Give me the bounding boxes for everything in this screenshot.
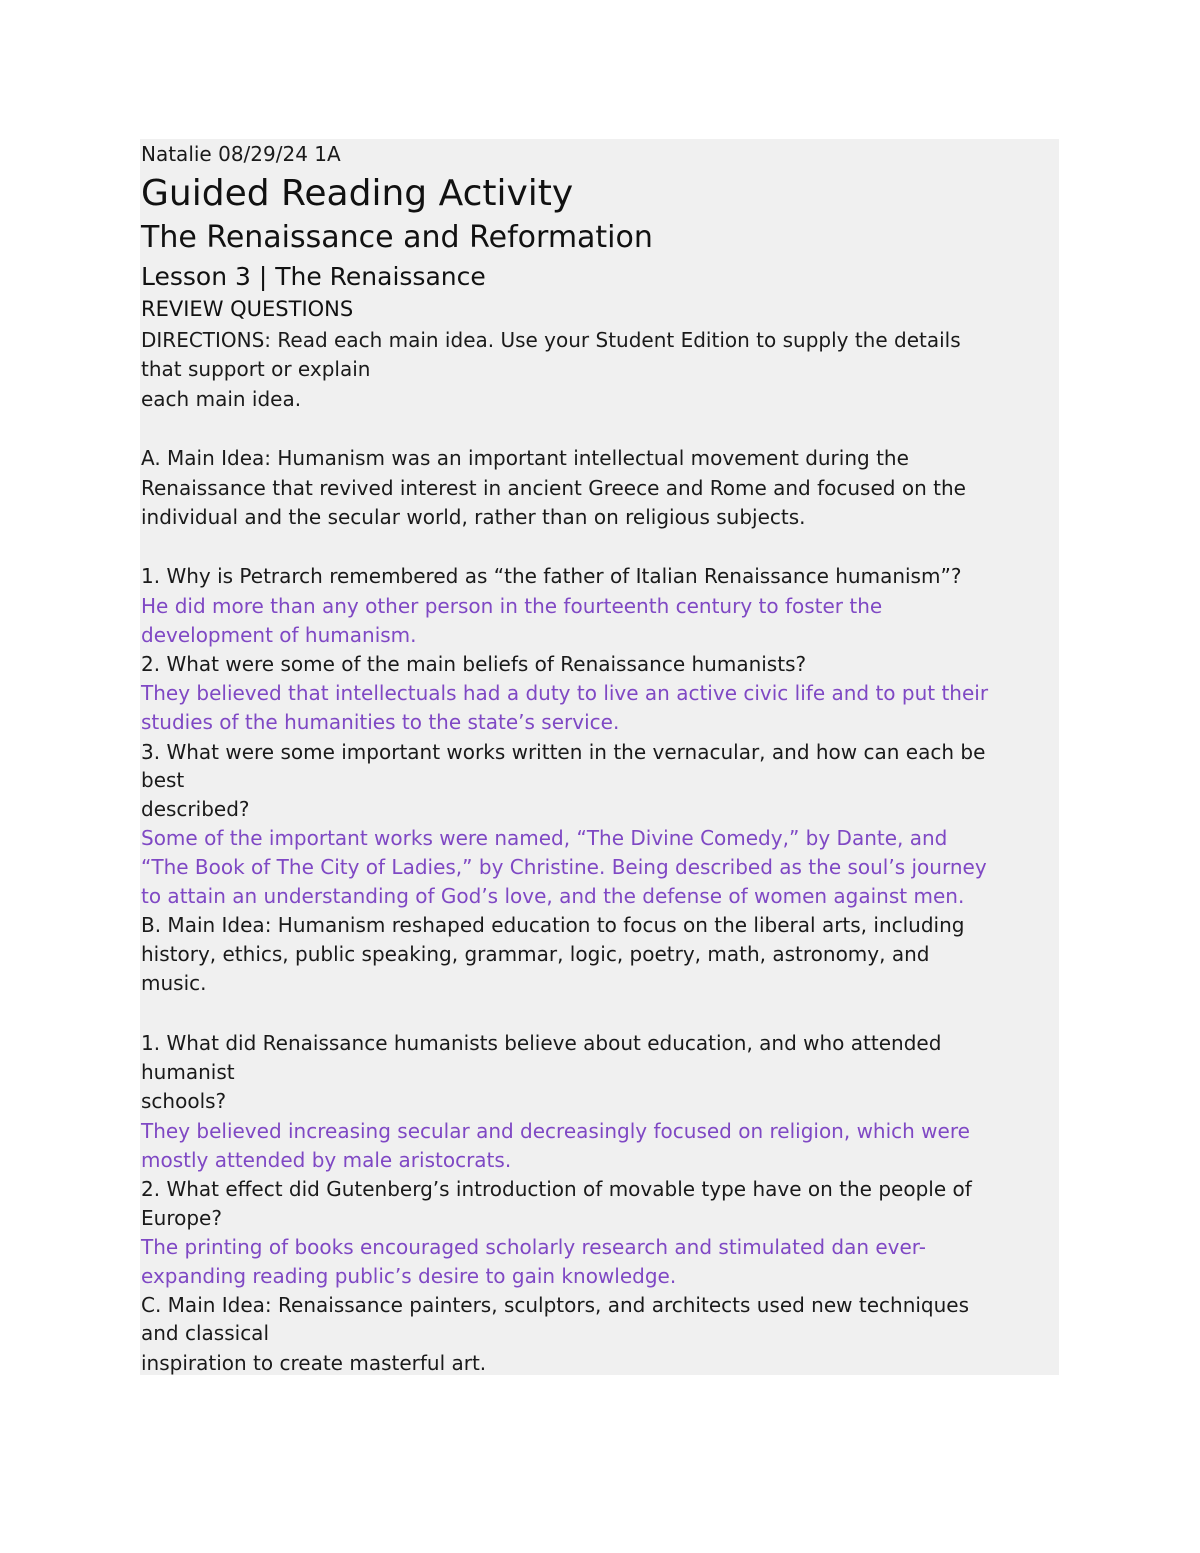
directions-text: DIRECTIONS: Read each main idea. Use your Student Edition to supply the details (141, 328, 961, 352)
main-idea-b: history, ethics, public speaking, grammar, logic, poetry, math, astronomy, and (141, 942, 930, 966)
question-a1: 1. Why is Petrarch remembered as “the father of Italian Renaissance humanism”? (141, 564, 962, 588)
lesson-heading: Lesson 3 | The Renaissance (141, 262, 486, 291)
question-b2: Europe? (141, 1206, 222, 1230)
answer-a2: They believed that intellectuals had a duty to live an active civic life and to put their (141, 681, 989, 705)
answer-a3: Some of the important works were named, “The Divine Comedy,” by Dante, and (141, 826, 948, 850)
answer-a1: development of humanism. (141, 623, 417, 647)
main-idea-b: B. Main Idea: Humanism reshaped education to focus on the liberal arts, including (141, 913, 965, 937)
main-idea-a: A. Main Idea: Humanism was an important intellectual movement during the (141, 446, 909, 470)
question-b1: humanist (141, 1060, 235, 1084)
answer-b1: mostly attended by male aristocrats. (141, 1148, 512, 1172)
answer-a3: to attain an understanding of God’s love, and the defense of women against men. (141, 884, 965, 908)
question-a3: 3. What were some important works written in the vernacular, and how can each be (141, 740, 986, 764)
question-b1: 1. What did Renaissance humanists believe about education, and who attended (141, 1031, 942, 1055)
page-title: Guided Reading Activity (141, 173, 574, 214)
review-questions-heading: REVIEW QUESTIONS (141, 297, 354, 321)
answer-a2: studies of the humanities to the state’s service. (141, 710, 620, 734)
question-b1: schools? (141, 1089, 227, 1113)
main-idea-c: C. Main Idea: Renaissance painters, sculptors, and architects used new techniques (141, 1293, 970, 1317)
main-idea-c: and classical (141, 1321, 269, 1345)
answer-a1: He did more than any other person in the fourteenth century to foster the (141, 594, 883, 618)
main-idea-a: Renaissance that revived interest in ancient Greece and Rome and focused on the (141, 476, 966, 500)
question-a2: 2. What were some of the main beliefs of Renaissance humanists? (141, 652, 807, 676)
name-date-line: Natalie 08/29/24 1A (141, 142, 341, 166)
question-b2: 2. What effect did Gutenberg’s introduction of movable type have on the people of (141, 1177, 972, 1201)
main-idea-b: music. (141, 971, 207, 995)
main-idea-a: individual and the secular world, rather than on religious subjects. (141, 505, 806, 529)
answer-b1: They believed increasing secular and decreasingly focused on religion, which were (141, 1119, 970, 1143)
answer-b2: The printing of books encouraged scholarly research and stimulated dan ever- (141, 1235, 926, 1259)
document-page (140, 139, 1059, 1375)
question-a3: described? (141, 797, 250, 821)
answer-a3: “The Book of The City of Ladies,” by Christine. Being described as the soul’s journey (141, 855, 987, 879)
directions-text: each main idea. (141, 387, 302, 411)
directions-text: that support or explain (141, 357, 371, 381)
question-a3: best (141, 768, 185, 792)
page-subtitle: The Renaissance and Reformation (141, 220, 653, 255)
answer-b2: expanding reading public’s desire to gain knowledge. (141, 1264, 677, 1288)
main-idea-c: inspiration to create masterful art. (141, 1351, 487, 1375)
